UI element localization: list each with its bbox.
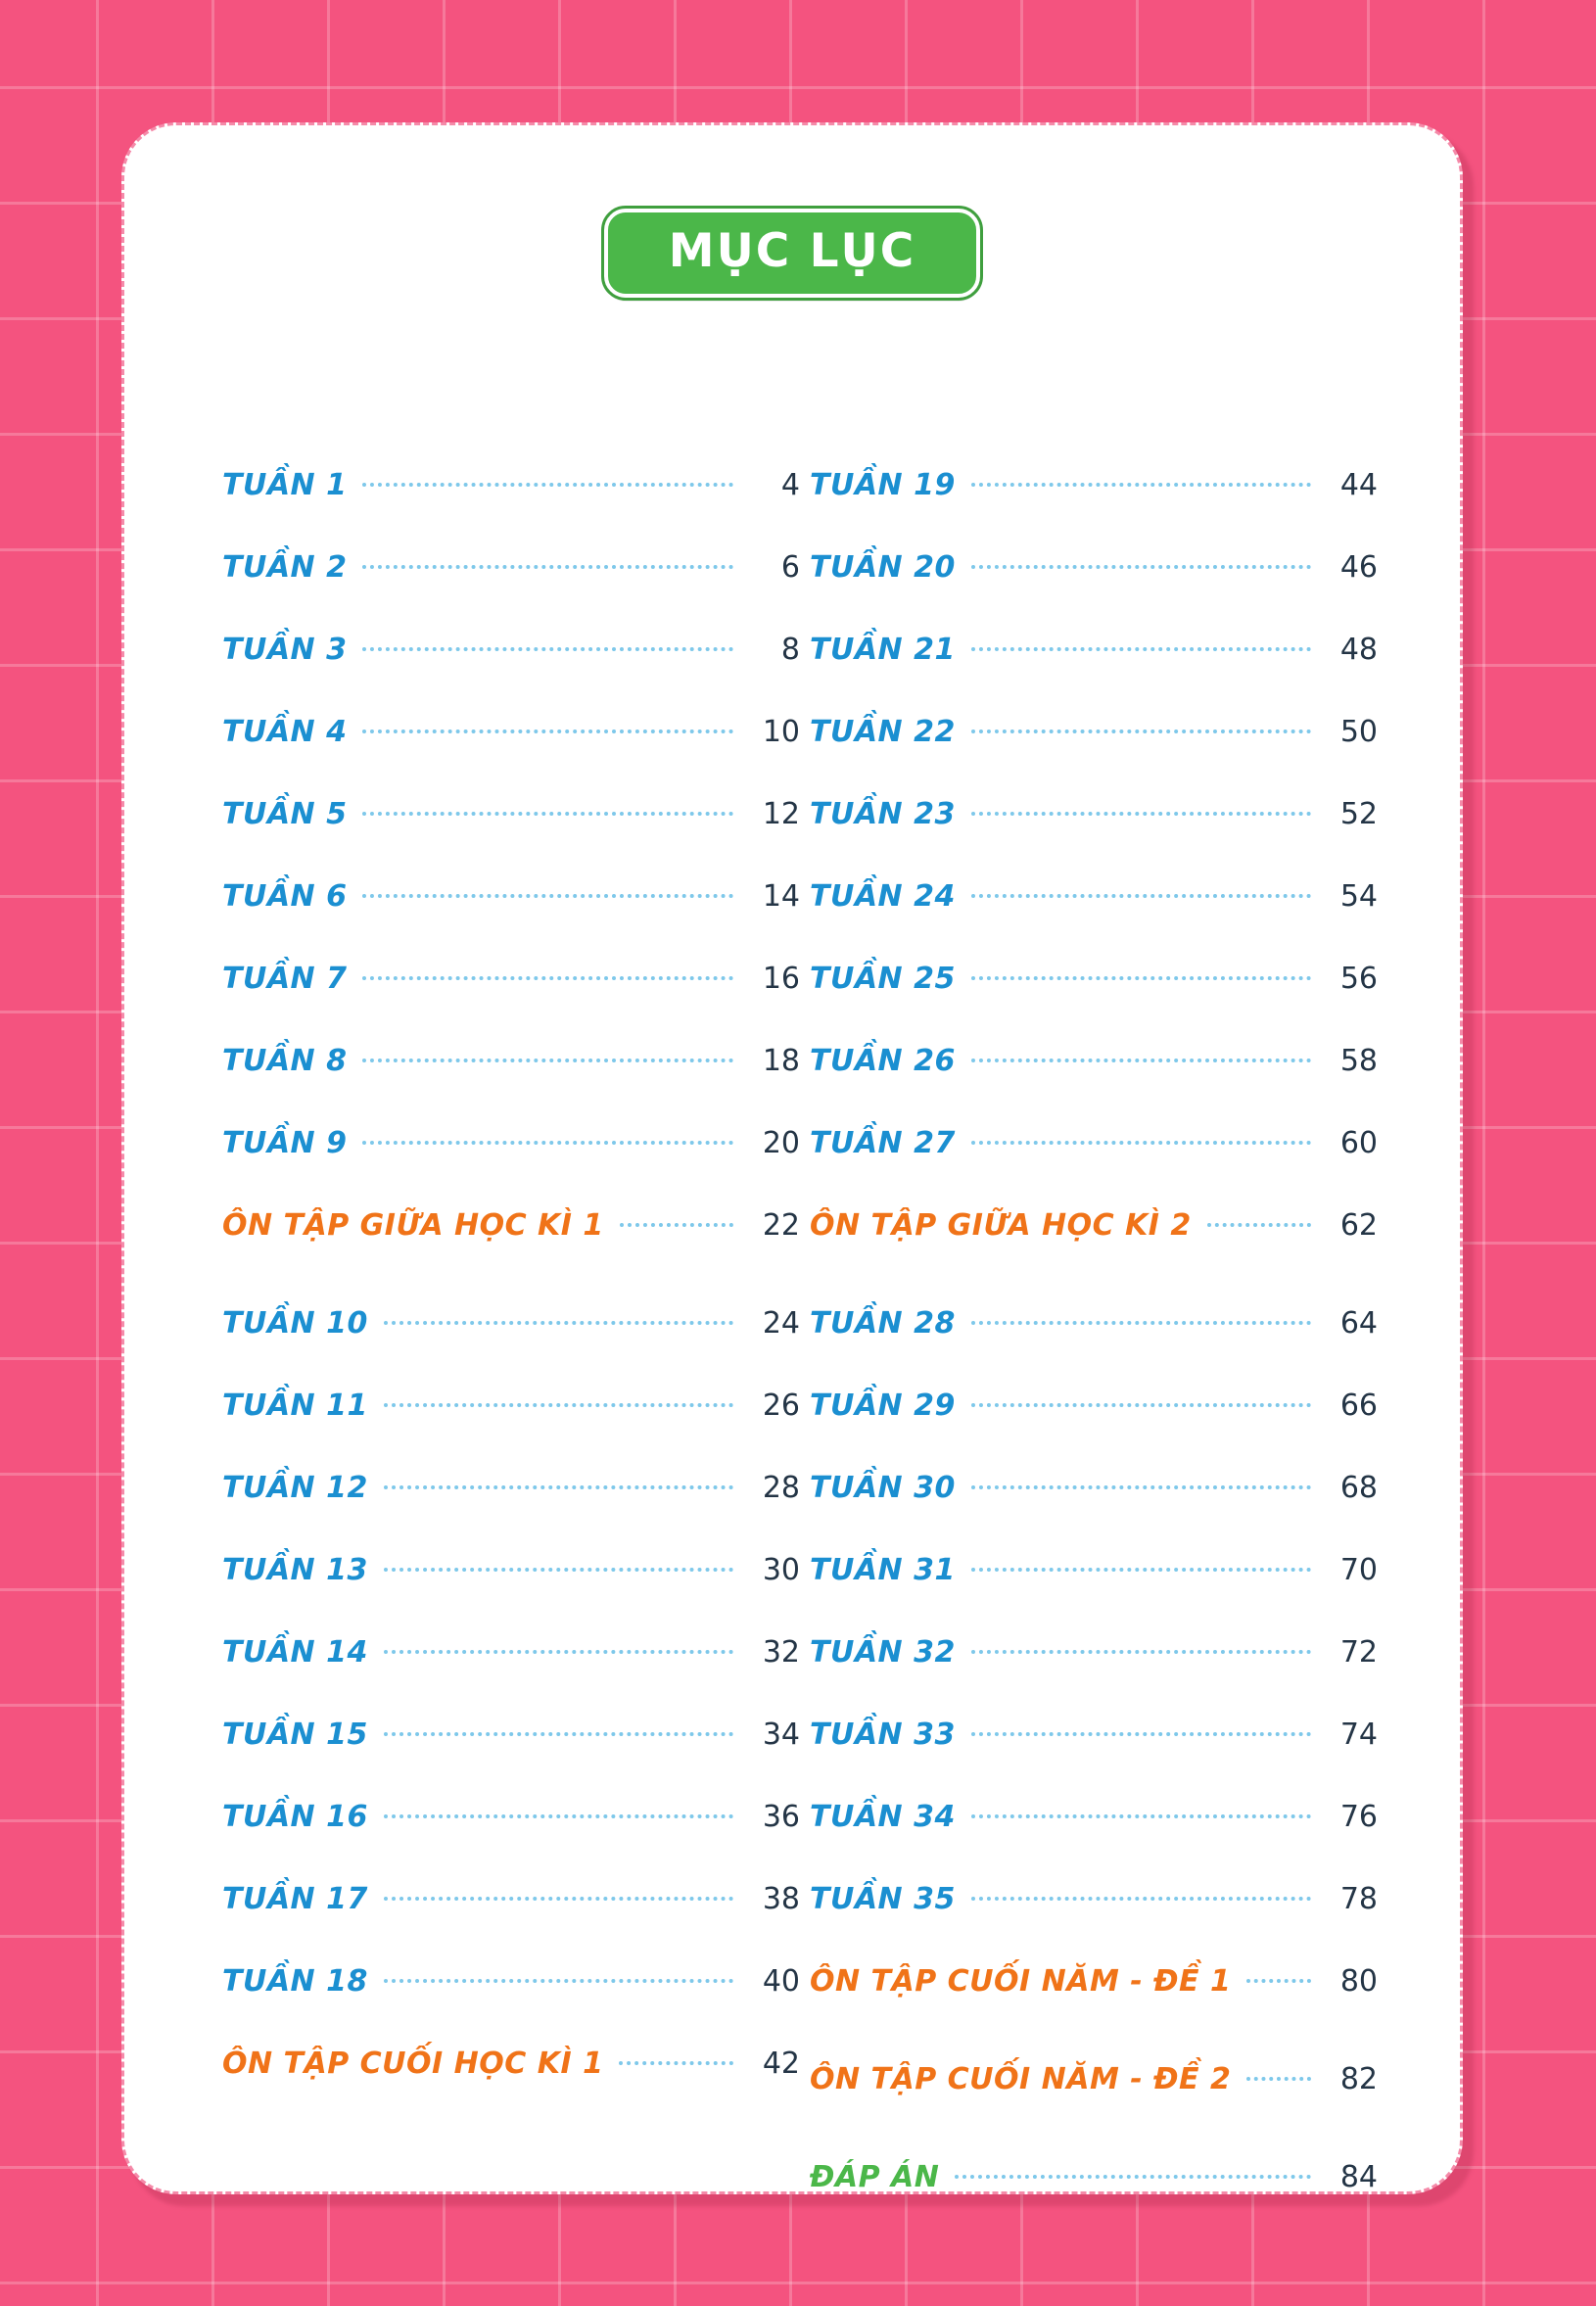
toc-leader-dots bbox=[619, 2061, 733, 2065]
toc-entry[interactable] bbox=[222, 1044, 800, 1126]
toc-entry-page-number: 80 bbox=[1339, 1964, 1378, 1999]
toc-leader-dots bbox=[362, 647, 733, 651]
toc-entry[interactable] bbox=[222, 468, 800, 550]
toc-leader-dots bbox=[384, 1650, 733, 1654]
toc-entry[interactable] bbox=[800, 1964, 1378, 2047]
toc-leader-dots bbox=[971, 1814, 1311, 1818]
toc-entry-label: TUẦN 7 bbox=[222, 962, 348, 996]
toc-entry-page-number: 38 bbox=[762, 1882, 800, 1916]
toc-columns bbox=[222, 468, 1378, 2242]
toc-leader-dots bbox=[362, 729, 733, 733]
toc-entry[interactable] bbox=[222, 1553, 800, 1635]
toc-entry[interactable] bbox=[222, 1306, 800, 1388]
toc-entry-label: TUẦN 14 bbox=[222, 1635, 368, 1670]
toc-entry-page-number: 26 bbox=[762, 1388, 800, 1423]
toc-entry-page-number: 34 bbox=[762, 1718, 800, 1752]
toc-entry-label: ÔN TẬP GIỮA HỌC KÌ 1 bbox=[222, 1208, 604, 1243]
toc-leader-dots bbox=[362, 483, 733, 487]
toc-entry-page-number: 78 bbox=[1339, 1882, 1378, 1916]
toc-entry-page-number: 66 bbox=[1339, 1388, 1378, 1423]
toc-entry-page-number: 20 bbox=[762, 1126, 800, 1160]
toc-entry[interactable] bbox=[800, 633, 1378, 715]
toc-entry[interactable] bbox=[222, 1800, 800, 1882]
toc-entry-page-number: 58 bbox=[1339, 1044, 1378, 1078]
toc-leader-dots bbox=[955, 2175, 1311, 2179]
toc-leader-dots bbox=[971, 1485, 1311, 1489]
toc-entry-page-number: 24 bbox=[762, 1306, 800, 1341]
toc-entry[interactable] bbox=[800, 797, 1378, 879]
toc-entry[interactable] bbox=[800, 1306, 1378, 1388]
toc-leader-dots bbox=[971, 729, 1311, 733]
toc-entry-page-number: 22 bbox=[762, 1208, 800, 1243]
toc-entry-label: TUẦN 5 bbox=[222, 797, 348, 831]
toc-entry-label: TUẦN 6 bbox=[222, 879, 348, 914]
toc-leader-dots bbox=[971, 1141, 1311, 1145]
toc-entry[interactable] bbox=[800, 962, 1378, 1044]
toc-entry-page-number: 74 bbox=[1339, 1718, 1378, 1752]
toc-entry-label: ÔN TẬP CUỐI HỌC KÌ 1 bbox=[222, 2047, 604, 2081]
toc-leader-dots bbox=[384, 1485, 733, 1489]
toc-entry-page-number: 40 bbox=[762, 1964, 800, 1999]
toc-leader-dots bbox=[971, 1568, 1311, 1572]
toc-leader-dots bbox=[1246, 2077, 1311, 2081]
toc-entry[interactable] bbox=[800, 1718, 1378, 1800]
toc-entry-page-number: 10 bbox=[762, 715, 800, 749]
toc-entry-page-number: 18 bbox=[762, 1044, 800, 1078]
toc-entry-label: TUẦN 17 bbox=[222, 1882, 368, 1916]
toc-entry-page-number: 52 bbox=[1339, 797, 1378, 831]
toc-column-right bbox=[800, 468, 1378, 2242]
toc-leader-dots bbox=[384, 1814, 733, 1818]
toc-leader-dots bbox=[971, 812, 1311, 816]
toc-leader-dots bbox=[362, 812, 733, 816]
toc-entry[interactable] bbox=[800, 2062, 1378, 2144]
toc-leader-dots bbox=[971, 1403, 1311, 1407]
toc-entry[interactable] bbox=[222, 1388, 800, 1471]
toc-entry-page-number: 46 bbox=[1339, 550, 1378, 585]
toc-entry[interactable] bbox=[800, 2160, 1378, 2242]
toc-leader-dots bbox=[384, 1568, 733, 1572]
toc-leader-dots bbox=[971, 894, 1311, 898]
toc-entry-page-number: 14 bbox=[762, 879, 800, 914]
toc-entry[interactable] bbox=[800, 1388, 1378, 1471]
toc-entry-label: TUẦN 16 bbox=[222, 1800, 368, 1834]
toc-leader-dots bbox=[971, 976, 1311, 980]
toc-entry-page-number: 30 bbox=[762, 1553, 800, 1587]
toc-entry-label: ĐÁP ÁN bbox=[810, 2160, 940, 2194]
toc-entry-page-number: 12 bbox=[762, 797, 800, 831]
toc-entry[interactable] bbox=[222, 1208, 800, 1291]
toc-entry[interactable] bbox=[222, 1126, 800, 1208]
toc-entry[interactable] bbox=[800, 1882, 1378, 1964]
toc-leader-dots bbox=[971, 565, 1311, 569]
toc-entry-label: ÔN TẬP GIỮA HỌC KÌ 2 bbox=[810, 1208, 1192, 1243]
toc-entry[interactable] bbox=[800, 550, 1378, 633]
toc-entry-page-number: 50 bbox=[1339, 715, 1378, 749]
toc-entry-page-number: 82 bbox=[1339, 2062, 1378, 2096]
toc-entry-label: TUẦN 13 bbox=[222, 1553, 368, 1587]
toc-entry-page-number: 68 bbox=[1339, 1471, 1378, 1505]
toc-leader-dots bbox=[971, 1732, 1311, 1736]
toc-entry-page-number: 64 bbox=[1339, 1306, 1378, 1341]
toc-entry-label: TUẦN 8 bbox=[222, 1044, 348, 1078]
toc-leader-dots bbox=[362, 894, 733, 898]
toc-entry[interactable] bbox=[800, 1635, 1378, 1718]
toc-entry[interactable] bbox=[800, 1553, 1378, 1635]
toc-entry-label: TUẦN 2 bbox=[222, 550, 348, 585]
toc-entry[interactable] bbox=[222, 1471, 800, 1553]
toc-entry-page-number: 76 bbox=[1339, 1800, 1378, 1834]
toc-entry-page-number: 84 bbox=[1339, 2160, 1378, 2194]
toc-leader-dots bbox=[1246, 1979, 1311, 1983]
toc-leader-dots bbox=[384, 1403, 733, 1407]
toc-entry-label: TUẦN 1 bbox=[222, 468, 348, 502]
toc-entry-label: TUẦN 24 bbox=[810, 879, 956, 914]
toc-entry-page-number: 70 bbox=[1339, 1553, 1378, 1587]
toc-entry[interactable] bbox=[222, 1718, 800, 1800]
toc-entry[interactable] bbox=[222, 962, 800, 1044]
toc-entry-page-number: 42 bbox=[762, 2047, 800, 2081]
toc-entry-label: TUẦN 21 bbox=[810, 633, 956, 667]
page-title: MỤC LỤC bbox=[668, 224, 916, 278]
toc-entry-label: TUẦN 4 bbox=[222, 715, 348, 749]
toc-entry-label: TUẦN 19 bbox=[810, 468, 956, 502]
toc-entry-page-number: 60 bbox=[1339, 1126, 1378, 1160]
toc-entry[interactable] bbox=[800, 1471, 1378, 1553]
toc-leader-dots bbox=[384, 1979, 733, 1983]
toc-entry-page-number: 32 bbox=[762, 1635, 800, 1670]
toc-entry[interactable] bbox=[800, 715, 1378, 797]
toc-leader-dots bbox=[362, 1059, 733, 1062]
toc-entry[interactable] bbox=[800, 879, 1378, 962]
toc-entry-label: TUẦN 12 bbox=[222, 1471, 368, 1505]
toc-entry-page-number: 44 bbox=[1339, 468, 1378, 502]
toc-entry-label: TUẦN 29 bbox=[810, 1388, 956, 1423]
toc-entry-label: TUẦN 20 bbox=[810, 550, 956, 585]
toc-leader-dots bbox=[384, 1321, 733, 1325]
toc-entry-page-number: 4 bbox=[780, 468, 800, 502]
toc-leader-dots bbox=[1207, 1223, 1311, 1227]
toc-entry-label: TUẦN 35 bbox=[810, 1882, 956, 1916]
toc-entry-label: TUẦN 34 bbox=[810, 1800, 956, 1834]
toc-entry-page-number: 36 bbox=[762, 1800, 800, 1834]
page-title-wrapper bbox=[124, 209, 1460, 298]
toc-entry-page-number: 56 bbox=[1339, 962, 1378, 996]
toc-entry-label: ÔN TẬP CUỐI NĂM - ĐỀ 2 bbox=[810, 2062, 1232, 2096]
toc-entry[interactable] bbox=[222, 550, 800, 633]
toc-leader-dots bbox=[971, 1650, 1311, 1654]
toc-entry[interactable] bbox=[800, 1800, 1378, 1882]
toc-entry[interactable] bbox=[222, 797, 800, 879]
toc-entry-label: TUẦN 33 bbox=[810, 1718, 956, 1752]
toc-leader-dots bbox=[362, 565, 733, 569]
toc-entry[interactable] bbox=[222, 1882, 800, 1964]
toc-leader-dots bbox=[362, 976, 733, 980]
toc-entry[interactable] bbox=[222, 633, 800, 715]
toc-leader-dots bbox=[384, 1732, 733, 1736]
toc-entry[interactable] bbox=[222, 2047, 800, 2129]
toc-entry[interactable] bbox=[800, 1044, 1378, 1126]
toc-entry-label: TUẦN 10 bbox=[222, 1306, 368, 1341]
toc-entry-label: TUẦN 30 bbox=[810, 1471, 956, 1505]
toc-entry-page-number: 72 bbox=[1339, 1635, 1378, 1670]
toc-entry-label: TUẦN 22 bbox=[810, 715, 956, 749]
toc-entry-label: TUẦN 27 bbox=[810, 1126, 956, 1160]
toc-entry-label: TUẦN 11 bbox=[222, 1388, 368, 1423]
toc-entry-page-number: 28 bbox=[762, 1471, 800, 1505]
toc-leader-dots bbox=[362, 1141, 733, 1145]
toc-entry-label: TUẦN 9 bbox=[222, 1126, 348, 1160]
toc-entry-page-number: 16 bbox=[762, 962, 800, 996]
toc-entry[interactable] bbox=[222, 715, 800, 797]
toc-leader-dots bbox=[971, 647, 1311, 651]
toc-entry-label: TUẦN 15 bbox=[222, 1718, 368, 1752]
toc-leader-dots bbox=[971, 483, 1311, 487]
toc-entry-label: TUẦN 3 bbox=[222, 633, 348, 667]
toc-leader-dots bbox=[620, 1223, 733, 1227]
toc-column-left bbox=[222, 468, 800, 2242]
toc-entry-label: TUẦN 26 bbox=[810, 1044, 956, 1078]
toc-entry[interactable] bbox=[222, 1635, 800, 1718]
toc-entry-label: ÔN TẬP CUỐI NĂM - ĐỀ 1 bbox=[810, 1964, 1232, 1999]
toc-entry-page-number: 62 bbox=[1339, 1208, 1378, 1243]
toc-entry[interactable] bbox=[800, 1126, 1378, 1208]
toc-leader-dots bbox=[971, 1897, 1311, 1901]
toc-entry[interactable] bbox=[222, 879, 800, 962]
toc-leader-dots bbox=[384, 1897, 733, 1901]
toc-entry[interactable] bbox=[800, 1208, 1378, 1291]
toc-entry-label: TUẦN 31 bbox=[810, 1553, 956, 1587]
toc-entry-page-number: 6 bbox=[780, 550, 800, 585]
toc-entry-page-number: 54 bbox=[1339, 879, 1378, 914]
toc-entry-label: TUẦN 32 bbox=[810, 1635, 956, 1670]
toc-entry-page-number: 48 bbox=[1339, 633, 1378, 667]
toc-entry-label: TUẦN 28 bbox=[810, 1306, 956, 1341]
table-of-contents-card bbox=[121, 122, 1463, 2194]
toc-entry[interactable] bbox=[222, 1964, 800, 2047]
toc-entry-label: TUẦN 25 bbox=[810, 962, 956, 996]
toc-entry[interactable] bbox=[800, 468, 1378, 550]
page-title-badge bbox=[604, 209, 980, 298]
toc-entry-label: TUẦN 18 bbox=[222, 1964, 368, 1999]
toc-entry-page-number: 8 bbox=[780, 633, 800, 667]
toc-leader-dots bbox=[971, 1321, 1311, 1325]
toc-entry-label: TUẦN 23 bbox=[810, 797, 956, 831]
toc-leader-dots bbox=[971, 1059, 1311, 1062]
